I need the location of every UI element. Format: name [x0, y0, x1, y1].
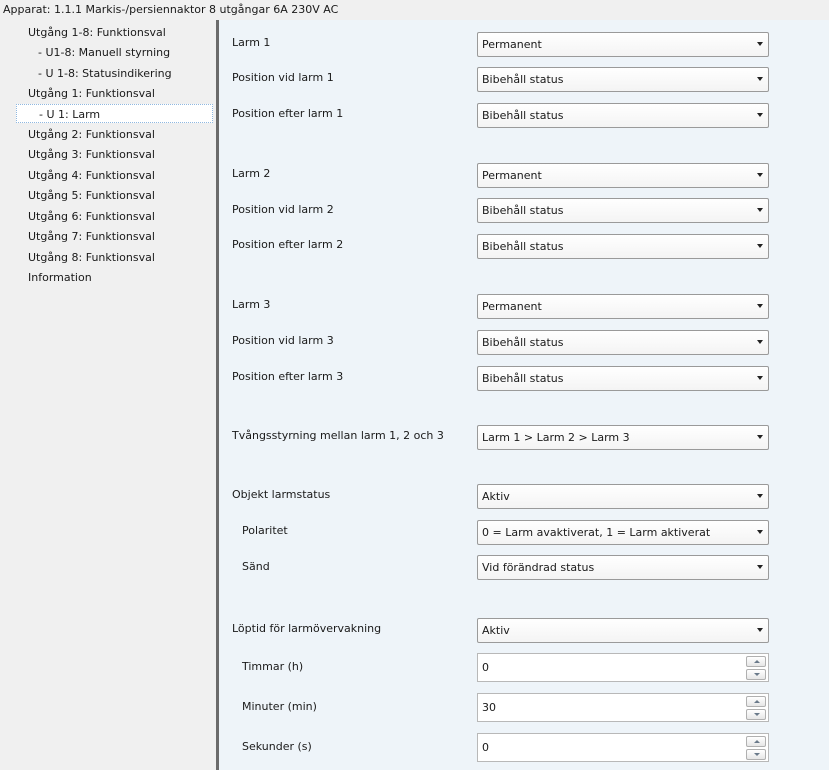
- arrow-down-icon: [754, 753, 760, 756]
- arrow-down-icon: [754, 673, 760, 676]
- parameter-tree: [0, 20, 216, 770]
- alarm-priority-value: Larm 1 > Larm 2 > Larm 3: [482, 431, 630, 444]
- alarm-status-object-value: Aktiv: [482, 490, 510, 503]
- seconds-decrement-button[interactable]: [746, 749, 766, 760]
- tree-item-output-1-alarm[interactable]: - U 1: Larm: [16, 104, 213, 123]
- position-during-alarm-1-value: Bibehåll status: [482, 73, 564, 86]
- position-after-alarm-2-label: Position efter larm 2: [232, 238, 344, 251]
- alarm-monitoring-time-select[interactable]: [477, 618, 769, 643]
- tree-item-information[interactable]: Information: [28, 271, 92, 284]
- chevron-down-icon: [757, 208, 763, 212]
- minutes-value: 30: [482, 701, 496, 714]
- position-during-alarm-1-label: Position vid larm 1: [232, 71, 334, 84]
- chevron-down-icon: [757, 77, 763, 81]
- alarm-3-value: Permanent: [482, 300, 542, 313]
- alarm-status-object-label: Objekt larmstatus: [232, 488, 331, 501]
- hours-value: 0: [482, 661, 489, 674]
- position-during-alarm-3-value: Bibehåll status: [482, 336, 564, 349]
- chevron-down-icon: [757, 376, 763, 380]
- alarm-3-select[interactable]: [477, 294, 769, 319]
- tree-item-output-1-function[interactable]: Utgång 1: Funktionsval: [28, 87, 155, 100]
- send-value: Vid förändrad status: [482, 561, 595, 574]
- alarm-1-value: Permanent: [482, 38, 542, 51]
- minutes-decrement-button[interactable]: [746, 709, 766, 720]
- arrow-up-icon: [754, 700, 760, 703]
- position-after-alarm-1-select[interactable]: [477, 103, 769, 128]
- alarm-2-select[interactable]: [477, 163, 769, 188]
- chevron-down-icon: [757, 340, 763, 344]
- tree-item-output-5-function[interactable]: Utgång 5: Funktionsval: [28, 189, 155, 202]
- position-after-alarm-3-label: Position efter larm 3: [232, 370, 344, 383]
- position-after-alarm-1-value: Bibehåll status: [482, 109, 564, 122]
- alarm-3-label: Larm 3: [232, 298, 271, 311]
- chevron-down-icon: [757, 42, 763, 46]
- alarm-2-value: Permanent: [482, 169, 542, 182]
- chevron-down-icon: [757, 173, 763, 177]
- chevron-down-icon: [757, 628, 763, 632]
- chevron-down-icon: [757, 435, 763, 439]
- alarm-monitoring-time-value: Aktiv: [482, 624, 510, 637]
- tree-item-outputs-1-8-function[interactable]: Utgång 1-8: Funktionsval: [28, 26, 166, 39]
- hours-stepper[interactable]: [477, 653, 769, 682]
- alarm-1-select[interactable]: [477, 32, 769, 57]
- chevron-down-icon: [757, 244, 763, 248]
- seconds-value: 0: [482, 741, 489, 754]
- tree-item-output-3-function[interactable]: Utgång 3: Funktionsval: [28, 148, 155, 161]
- chevron-down-icon: [757, 530, 763, 534]
- chevron-down-icon: [757, 304, 763, 308]
- alarm-1-label: Larm 1: [232, 36, 271, 49]
- polarity-select[interactable]: [477, 520, 769, 545]
- seconds-increment-button[interactable]: [746, 736, 766, 747]
- position-after-alarm-2-value: Bibehåll status: [482, 240, 564, 253]
- arrow-up-icon: [754, 660, 760, 663]
- chevron-down-icon: [757, 494, 763, 498]
- position-after-alarm-2-select[interactable]: [477, 234, 769, 259]
- position-during-alarm-2-value: Bibehåll status: [482, 204, 564, 217]
- tree-item-output-4-function[interactable]: Utgång 4: Funktionsval: [28, 169, 155, 182]
- seconds-label: Sekunder (s): [242, 740, 312, 753]
- position-after-alarm-3-select[interactable]: [477, 366, 769, 391]
- seconds-stepper[interactable]: [477, 733, 769, 762]
- send-select[interactable]: [477, 555, 769, 580]
- position-after-alarm-3-value: Bibehåll status: [482, 372, 564, 385]
- alarm-2-label: Larm 2: [232, 167, 271, 180]
- chevron-down-icon: [757, 565, 763, 569]
- polarity-value: 0 = Larm avaktiverat, 1 = Larm aktiverat: [482, 526, 711, 539]
- minutes-label: Minuter (min): [242, 700, 317, 713]
- tree-item-status-indication[interactable]: - U 1-8: Statusindikering: [38, 67, 172, 80]
- minutes-increment-button[interactable]: [746, 696, 766, 707]
- position-during-alarm-1-select[interactable]: [477, 67, 769, 92]
- tree-item-output-8-function[interactable]: Utgång 8: Funktionsval: [28, 251, 155, 264]
- position-during-alarm-2-label: Position vid larm 2: [232, 203, 334, 216]
- position-during-alarm-2-select[interactable]: [477, 198, 769, 223]
- hours-decrement-button[interactable]: [746, 669, 766, 680]
- position-during-alarm-3-select[interactable]: [477, 330, 769, 355]
- alarm-status-object-select[interactable]: [477, 484, 769, 509]
- parameter-panel: [219, 20, 829, 770]
- hours-label: Timmar (h): [242, 660, 304, 673]
- hours-increment-button[interactable]: [746, 656, 766, 667]
- chevron-down-icon: [757, 113, 763, 117]
- tree-item-output-6-function[interactable]: Utgång 6: Funktionsval: [28, 210, 155, 223]
- polarity-label: Polaritet: [242, 524, 288, 537]
- tree-item-manual-control[interactable]: - U1-8: Manuell styrning: [38, 46, 171, 59]
- tree-item-output-2-function[interactable]: Utgång 2: Funktionsval: [28, 128, 155, 141]
- arrow-up-icon: [754, 740, 760, 743]
- minutes-stepper[interactable]: [477, 693, 769, 722]
- tree-item-output-7-function[interactable]: Utgång 7: Funktionsval: [28, 230, 155, 243]
- arrow-down-icon: [754, 713, 760, 716]
- alarm-priority-label: Tvångsstyrning mellan larm 1, 2 och 3: [232, 429, 444, 442]
- window-title: Apparat: 1.1.1 Markis-/persiennaktor 8 utgångar 6A 230V AC: [0, 0, 829, 20]
- alarm-priority-select[interactable]: [477, 425, 769, 450]
- position-after-alarm-1-label: Position efter larm 1: [232, 107, 344, 120]
- send-label: Sänd: [242, 560, 270, 573]
- position-during-alarm-3-label: Position vid larm 3: [232, 334, 334, 347]
- alarm-monitoring-time-label: Löptid för larmövervakning: [232, 622, 382, 635]
